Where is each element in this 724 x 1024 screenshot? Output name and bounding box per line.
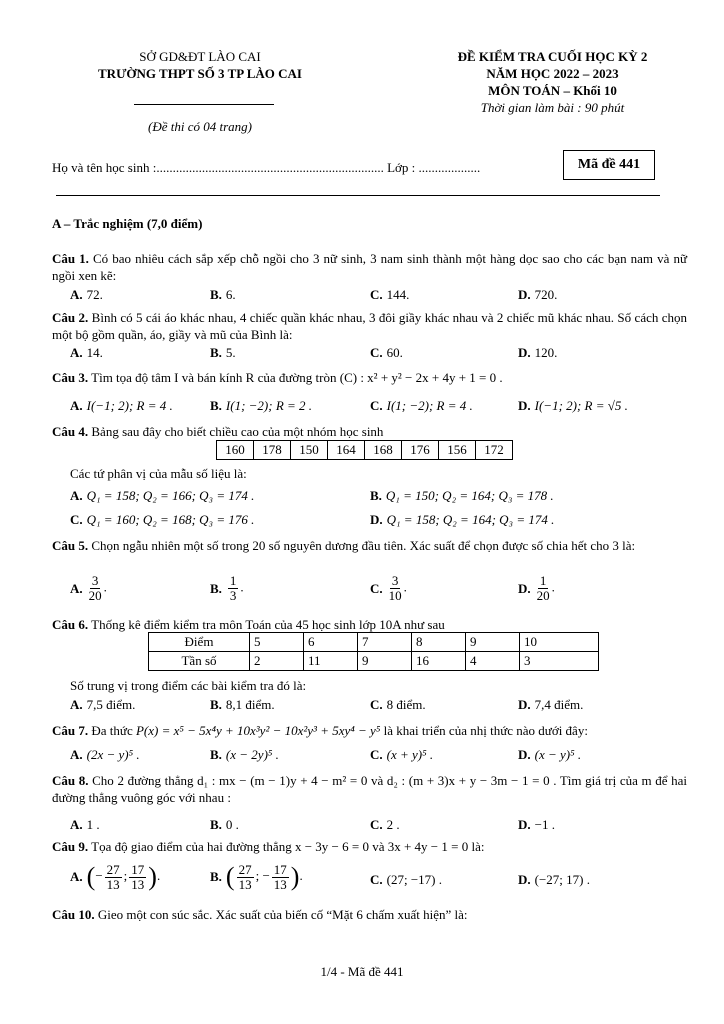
q7-option-b[interactable]: B. (x − 2y)⁵ . — [210, 747, 279, 762]
q1-option-d[interactable]: D. 720. — [518, 287, 558, 302]
question-3 — [52, 369, 687, 386]
q4-option-d[interactable]: D. Q₁ = 158; Q₂ = 164; Q₃ = 174 . — [370, 512, 555, 527]
question-5 — [52, 537, 687, 554]
q9-option-d[interactable]: D. (−27; 17) . — [518, 872, 590, 887]
table-cell: 8 — [412, 633, 466, 652]
question-8-label: Câu 8. — [52, 773, 89, 788]
q6-option-b[interactable]: B. 8,1 điểm. — [210, 697, 275, 712]
table-cell: 10 — [520, 633, 599, 652]
q7-option-a[interactable]: A. (2x − y)⁵ . — [70, 747, 140, 762]
q6-option-d[interactable]: D. 7,4 điểm. — [518, 697, 584, 712]
table-cell: 178 — [254, 441, 291, 460]
question-2-options — [70, 345, 670, 362]
question-7-text-post: là khai triển của nhị thức nào dưới đây: — [383, 723, 588, 738]
q2-option-a[interactable]: A. 14. — [70, 345, 103, 360]
q5-option-a[interactable]: A. $\frac{3}{20}$ . — [70, 573, 107, 603]
q3-option-d[interactable]: D. I(−1; 2); R = √5 . — [518, 398, 628, 413]
department-name: SỞ GD&ĐT LÀO CAI — [139, 49, 261, 64]
q1-option-a[interactable]: A. 72. — [70, 287, 103, 302]
question-3-options — [70, 398, 690, 415]
question-6-prompt: Số trung vị trong điểm các bài kiểm tra đó là: — [70, 678, 307, 693]
question-4-label: Câu 4. — [52, 424, 89, 439]
table-cell: 4 — [466, 652, 520, 671]
pages-note: (Đề thi có 04 trang) — [148, 119, 252, 134]
q2-option-d[interactable]: D. 120. — [518, 345, 558, 360]
table-cell: 3 — [520, 652, 599, 671]
q2-option-b[interactable]: B. 5. — [210, 345, 236, 360]
school-year: NĂM HỌC 2022 – 2023 — [486, 66, 619, 81]
question-3-text: Tìm tọa độ tâm I và bán kính R của đường tròn (C) : x² + y² − 2x + 4y + 1 = 0 . — [91, 370, 503, 385]
q5-option-b[interactable]: B. $\frac{1}{3}$ . — [210, 573, 244, 603]
question-5-options — [70, 574, 690, 610]
scores-table — [148, 632, 599, 671]
question-9-text: Tọa độ giao điểm của hai đường thẳng x − 3y − 6 = 0 và 3x + 4y − 1 = 0 là: — [91, 839, 485, 854]
question-3-label: Câu 3. — [52, 370, 89, 385]
q5-option-d[interactable]: D. $\frac{1}{20}$ . — [518, 573, 555, 603]
exam-title: ĐỀ KIỂM TRA CUỐI HỌC KỲ 2 — [457, 49, 648, 64]
table-cell: 11 — [304, 652, 358, 671]
duration: Thời gian làm bài : 90 phút — [480, 100, 625, 115]
q4-option-a[interactable]: A. Q₁ = 158; Q₂ = 166; Q₃ = 174 . — [70, 488, 255, 503]
q3-option-b[interactable]: B. I(1; −2); R = 2 . — [210, 398, 313, 413]
question-10 — [52, 906, 687, 923]
q1-option-c[interactable]: C. 144. — [370, 287, 410, 302]
table-cell: 156 — [439, 441, 476, 460]
section-a-title: A – Trắc nghiệm (7,0 điểm) — [52, 216, 203, 231]
table-cell: 176 — [402, 441, 439, 460]
q7-option-d[interactable]: D. (x − y)⁵ . — [518, 747, 582, 762]
question-7-text-pre: Đa thức — [91, 723, 133, 738]
question-1-text: Có bao nhiêu cách sắp xếp chỗ ngồi cho 3 nữ sinh, 3 nam sinh thành một hàng dọc sao cho các bạn nam và nữ ngồi xen kẽ: — [52, 251, 687, 283]
question-8 — [52, 772, 687, 806]
header-right — [405, 48, 700, 116]
table-cell: 160 — [217, 441, 254, 460]
table-cell: 5 — [250, 633, 304, 652]
q9-option-b[interactable]: B. ( $\frac{27}{13}$ ; − $\frac{17}{13}$ ). — [210, 861, 303, 892]
q2-option-c[interactable]: C. 60. — [370, 345, 403, 360]
table-row — [149, 652, 599, 671]
question-7-polynomial: P(x) = x⁵ − 5x⁴y + 10x³y² − 10x²y³ + 5xy⁴ − y⁵ — [135, 723, 381, 738]
table-cell: 16 — [412, 652, 466, 671]
q4-option-b[interactable]: B. Q₁ = 150; Q₂ = 164; Q₃ = 178 . — [370, 488, 554, 503]
school-name: TRƯỜNG THPT SỐ 3 TP LÀO CAI — [98, 66, 302, 81]
q3-option-a[interactable]: A. I(−1; 2); R = 4 . — [70, 398, 173, 413]
table-cell: 172 — [476, 441, 513, 460]
question-6-options — [70, 697, 690, 714]
question-8-options — [70, 817, 690, 834]
q8-option-b[interactable]: B. 0 . — [210, 817, 239, 832]
student-info-line: Họ và tên học sinh :...................................................................... Lớp : ................... — [52, 160, 481, 175]
page-footer: 1/4 - Mã đề 441 — [320, 964, 404, 979]
table-header-cell: Tần số — [149, 652, 250, 671]
question-9-options — [70, 862, 690, 902]
table-cell: 164 — [328, 441, 365, 460]
q6-option-c[interactable]: C. 8 điểm. — [370, 697, 426, 712]
heights-table — [216, 440, 513, 460]
q8-option-a[interactable]: A. 1 . — [70, 817, 100, 832]
heights-row — [217, 441, 513, 460]
question-4-text: Bảng sau đây cho biết chiều cao của một nhóm học sinh — [91, 424, 384, 439]
table-cell: 150 — [291, 441, 328, 460]
question-9-label: Câu 9. — [52, 839, 89, 854]
q9-option-a[interactable]: A. (− $\frac{27}{13}$ ; $\frac{17}{13}$ ). — [70, 861, 161, 892]
question-7 — [52, 722, 687, 739]
q1-option-b[interactable]: B. 6. — [210, 287, 236, 302]
question-2-label: Câu 2. — [52, 310, 89, 325]
q8-option-c[interactable]: C. 2 . — [370, 817, 400, 832]
q7-option-c[interactable]: C. (x + y)⁵ . — [370, 747, 434, 762]
table-cell: 9 — [466, 633, 520, 652]
question-10-label: Câu 10. — [52, 907, 95, 922]
header-left — [60, 48, 340, 134]
question-1 — [52, 250, 687, 284]
q4-option-c[interactable]: C. Q₁ = 160; Q₂ = 168; Q₃ = 176 . — [70, 512, 255, 527]
question-2-text: Bình có 5 cái áo khác nhau, 4 chiếc quần khác nhau, 3 đôi giầy khác nhau và 2 chiếc mũ khác nhau. Số cách chọn một bộ gồm quần, áo, giầy và mũ của Bình là: — [52, 310, 688, 342]
question-7-label: Câu 7. — [52, 723, 89, 738]
q5-option-c[interactable]: C. $\frac{3}{10}$ . — [370, 573, 407, 603]
table-cell: 2 — [250, 652, 304, 671]
question-6-text: Thống kê điểm kiểm tra môn Toán của 45 học sinh lớp 10A như sau — [91, 617, 445, 632]
question-6 — [52, 616, 687, 633]
header-left-rule — [134, 104, 274, 105]
question-4-prompt: Các tứ phân vị của mẫu số liệu là: — [70, 466, 247, 481]
question-5-text: Chọn ngẫu nhiên một số trong 20 số nguyên dương đầu tiên. Xác suất để chọn được số chia hết cho 3 là: — [91, 538, 636, 553]
table-cell: 6 — [304, 633, 358, 652]
question-8-text: Cho 2 đường thẳng d₁ : mx − (m − 1)y + 4 − m² = 0 và d₂ : (m + 3)x + y − 3m − 1 = 0 . Tìm giá trị của m để hai đường thẳng vuông góc với nhau : — [52, 773, 688, 805]
question-10-text: Gieo một con súc sắc. Xác suất của biến cố “Mặt 6 chấm xuất hiện” là: — [97, 907, 468, 922]
q8-option-d[interactable]: D. −1 . — [518, 817, 555, 832]
question-1-label: Câu 1. — [52, 251, 89, 266]
question-9 — [52, 838, 687, 855]
question-5-label: Câu 5. — [52, 538, 89, 553]
table-row — [149, 633, 599, 652]
q6-option-a[interactable]: A. 7,5 điểm. — [70, 697, 136, 712]
question-1-options — [70, 287, 670, 304]
table-cell: 7 — [358, 633, 412, 652]
q9-option-c[interactable]: C. (27; −17) . — [370, 872, 442, 887]
subject: MÔN TOÁN – Khối 10 — [488, 83, 617, 98]
question-4 — [52, 423, 687, 440]
exam-code-box: Mã đề 441 — [563, 150, 655, 180]
table-cell: 9 — [358, 652, 412, 671]
header-divider — [56, 195, 660, 196]
table-cell: 168 — [365, 441, 402, 460]
question-6-label: Câu 6. — [52, 617, 89, 632]
question-2 — [52, 309, 687, 343]
q3-option-c[interactable]: C. I(1; −2); R = 4 . — [370, 398, 473, 413]
question-4-options — [70, 488, 690, 528]
question-7-options — [70, 747, 690, 764]
table-header-cell: Điểm — [149, 633, 250, 652]
